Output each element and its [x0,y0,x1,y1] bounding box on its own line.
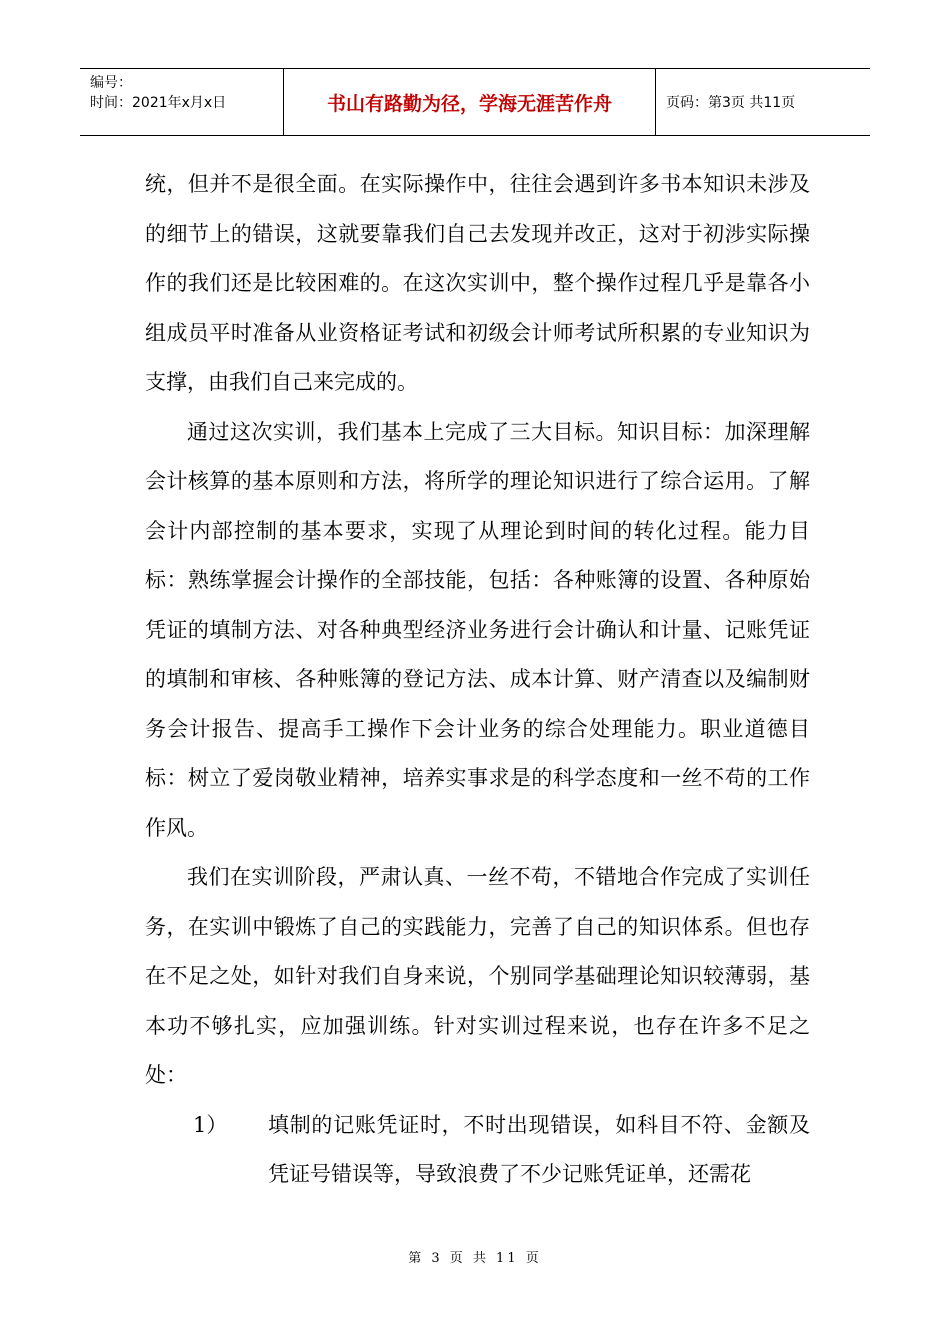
document-body [145,160,810,1200]
list-text: 填制的记账凭证时，不时出现错误，如科目不符、金额及凭证号错误等，导致浪费了不少记账凭证单，还需花 [268,1112,810,1186]
page-header [80,68,870,136]
document-time-label: 时间：2021年x月x日 [90,95,227,111]
list-item [145,1101,810,1200]
body-paragraph: 通过这次实训，我们基本上完成了三大目标。知识目标：加深理解会计核算的基本原则和方法，将所学的理论知识进行了综合运用。了解会计内部控制的基本要求，实现了从理论到时间的转化过程。能力目标：熟练掌握会计操作的全部技能，包括：各种账簿的设置、各种原始凭证的填制方法、对各种典型经济业务进行会计确认和计量、记账凭证的填制和审核、各种账簿的登记方法、成本计算、财产清查以及编制财务会计报告、提高手工操作下会计业务的综合处理能力。职业道德目标：树立了爱岗敬业精神，培养实事求是的科学态度和一丝不苟的工作作风。 [145,419,810,840]
body-paragraph: 我们在实训阶段，严肃认真、一丝不苟，不错地合作完成了实训任务，在实训中锻炼了自己的实践能力，完善了自己的知识体系。但也存在不足之处，如针对我们自身来说，个别同学基础理论知识较薄弱，基本功不够扎实，应加强训练。针对实训过程来说，也存在许多不足之处： [145,865,810,1087]
header-meta [80,69,283,135]
body-paragraph: 统，但并不是很全面。在实际操作中，往往会遇到许多书本知识未涉及的细节上的错误，这就要靠我们自己去发现并改正，这对于初涉实际操作的我们还是比较困难的。在这次实训中，整个操作过程几乎是靠各小组成员平时准备从业资格证考试和初级会计师考试所积累的专业知识为支撑，由我们自己来完成的。 [145,172,810,394]
header-page-info: 页码：第3页 共11页 [666,95,796,111]
list-marker: 1） [193,1112,228,1137]
document-number-label: 编号： [90,75,132,91]
page-footer: 第 3 页 共 11 页 [408,1251,542,1266]
header-motto: 书山有路勤为径，学海无涯苦作舟 [283,69,656,135]
